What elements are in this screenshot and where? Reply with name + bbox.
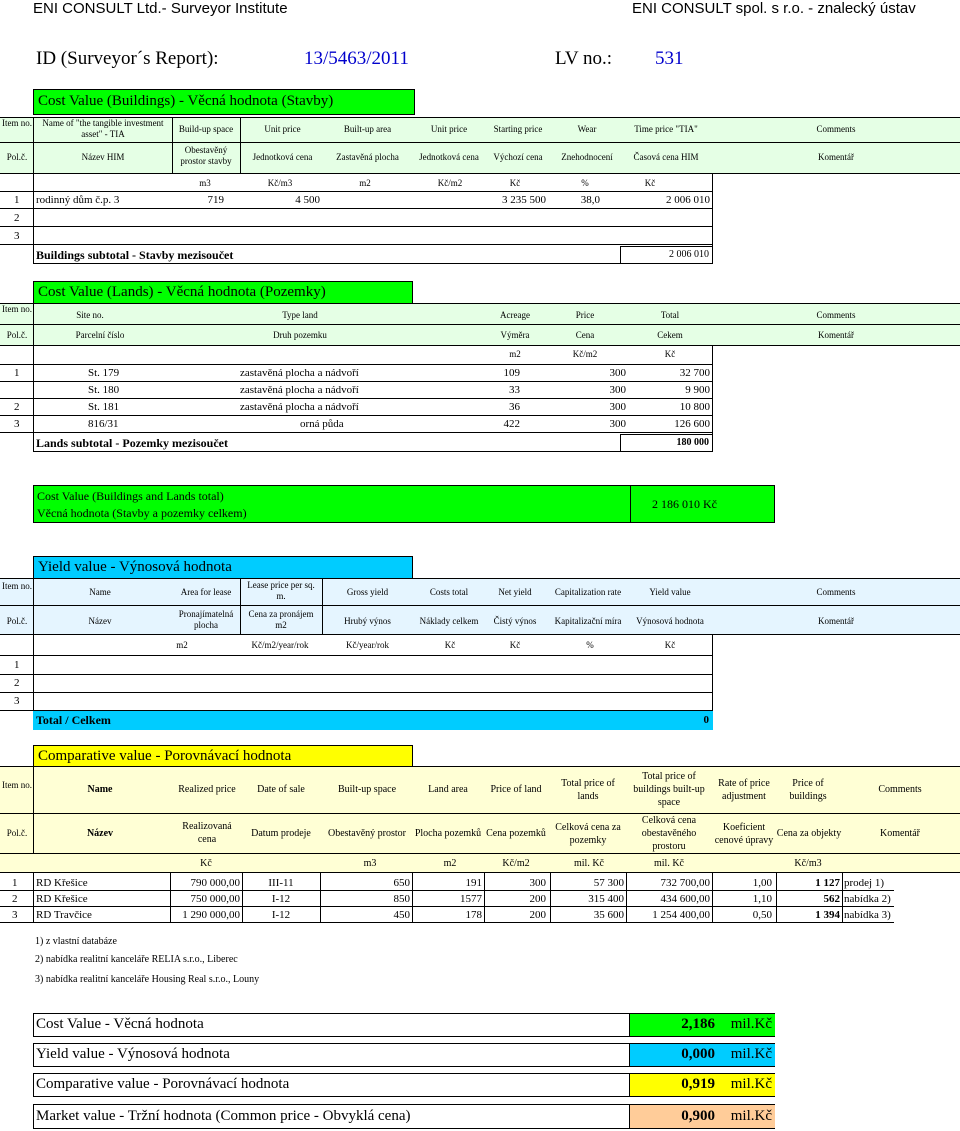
b-c-name: Název HIM <box>81 152 125 162</box>
b-c-unit2: Jednotková cena <box>419 152 479 162</box>
l-h-site: Site no. <box>76 310 104 320</box>
l-vline <box>33 345 34 452</box>
l-line <box>0 364 712 365</box>
c-r3-c: nabídka 3) <box>844 909 891 921</box>
l-row1-price: 300 <box>609 367 626 379</box>
c-c-pl: Cena pozemků <box>486 828 546 839</box>
summary-comp-label: Comparative value - Porovnávací hodnota <box>36 1076 290 1092</box>
id-label: ID (Surveyor´s Report): <box>36 48 219 69</box>
c-unit: Kč <box>200 858 212 869</box>
c-vline <box>776 872 777 922</box>
l-subtotal-label: Lands subtotal - Pozemky mezisoučet <box>36 436 228 450</box>
y-c-lease: Cena za pronájem m2 <box>248 609 314 630</box>
c-r3-no: 3 <box>12 909 18 921</box>
l-h-comments: Comments <box>816 310 856 320</box>
y-h-yield: Yield value <box>649 587 691 597</box>
l-h-acr: Acreage <box>500 310 530 320</box>
c-vline <box>626 872 627 922</box>
l-subtotal-box <box>620 434 713 452</box>
summary-row-market <box>33 1104 775 1129</box>
y-line <box>0 634 960 635</box>
c-r2-space: 850 <box>393 893 410 905</box>
l-c-site: Parcelní číslo <box>75 330 125 340</box>
c-line <box>0 872 960 873</box>
summary-yield-value: 0,000 <box>681 1046 715 1062</box>
l-row3-no: 2 <box>14 401 20 413</box>
l-row4-price: 300 <box>609 418 626 430</box>
c-r3-date: I-12 <box>271 909 291 921</box>
y-row-no: 1 <box>14 659 20 671</box>
c-r3-space: 450 <box>393 909 410 921</box>
y-unit: m2 <box>176 640 188 650</box>
b-line <box>0 173 960 174</box>
c-h-tb: Total price of buildings built-up space <box>633 771 705 808</box>
l-row2-type: zastavěná plocha a nádvoří <box>240 384 359 396</box>
header-right: ENI CONSULT spol. s r.o. - znalecký ústav <box>632 0 916 17</box>
l-line <box>0 398 712 399</box>
y-h-costs: Costs total <box>429 587 469 597</box>
y-c-gross: Hrubý výnos <box>344 616 391 626</box>
c-r3-tb: 1 254 400,00 <box>652 909 710 921</box>
l-row4-no: 3 <box>14 418 20 430</box>
l-c-total: Cekem <box>657 330 683 340</box>
comp-note-2: 2) nabídka realitní kanceláře RELIA s.r.o., Liberec <box>35 954 238 965</box>
b-unit: Kč <box>509 178 521 188</box>
l-row3-price: 300 <box>609 401 626 413</box>
l-c-price: Cena <box>575 330 595 340</box>
l-line <box>0 324 960 325</box>
c-c-name: Název <box>86 828 114 839</box>
b-row1-no: 1 <box>14 194 20 206</box>
b-unit: m3 <box>199 178 211 188</box>
c-unit: Kč/m3 <box>794 858 822 869</box>
l-unit: Kč <box>664 349 676 359</box>
y-c-yield: Výnosová hodnota <box>636 616 704 626</box>
y-h-net: Net yield <box>498 587 532 597</box>
total-line2: Věcná hodnota (Stavby a pozemky celkem) <box>37 506 247 520</box>
b-h-unit2: Unit price <box>430 124 468 134</box>
c-r2-tb: 434 600,00 <box>660 893 710 905</box>
b-row1-unit: 4 500 <box>295 194 320 206</box>
summary-market-unit: mil.Kč <box>730 1108 772 1124</box>
b-line <box>0 208 712 209</box>
y-total: 0 <box>703 714 709 726</box>
c-c-date: Datum prodeje <box>251 828 311 839</box>
y-unit: Kč <box>509 640 521 650</box>
total-value: 2 186 010 Kč <box>652 497 717 511</box>
c-r2-tl: 315 400 <box>588 893 624 905</box>
b-h-area: Built-up area <box>343 124 392 134</box>
c-vline <box>550 872 551 922</box>
b-line <box>0 142 960 143</box>
b-subtotal-box <box>620 246 713 264</box>
b-c-item: Pol.č. <box>6 152 28 162</box>
l-c-item: Pol.č. <box>6 330 28 340</box>
c-c-space: Obestavěný prostor <box>327 828 407 839</box>
b-unit: Kč <box>644 178 656 188</box>
summary-yield-unit: mil.Kč <box>730 1046 772 1062</box>
summary-market-cell <box>629 1105 775 1128</box>
summary-comp-cell <box>629 1074 775 1096</box>
c-h-price: Realized price <box>178 784 236 795</box>
l-unit: Kč/m2 <box>572 349 598 359</box>
b-vline <box>33 173 34 264</box>
l-row2-price: 300 <box>609 384 626 396</box>
l-row1-site: St. 179 <box>88 367 120 379</box>
c-line <box>0 853 960 854</box>
l-row1-acr: 109 <box>503 367 520 379</box>
b-line <box>0 191 712 192</box>
b-row2-no: 2 <box>14 212 20 224</box>
l-h-item: Item no. <box>2 304 32 314</box>
b-c-space: Obestavěný prostor stavby <box>180 145 232 166</box>
comp-title-box <box>33 745 413 767</box>
summary-cost-cell <box>629 1014 775 1036</box>
b-c-time: Časová cena HIM <box>633 152 699 162</box>
c-c-k: Koeficient cenové úpravy <box>714 822 774 846</box>
y-line <box>0 674 712 675</box>
c-r3-pl: 200 <box>529 909 546 921</box>
b-h-comments: Comments <box>816 124 856 134</box>
c-h-pb: Price of buildings <box>789 778 827 802</box>
c-vline <box>242 872 243 922</box>
c-r2-no: 2 <box>12 893 18 905</box>
l-line <box>0 303 960 304</box>
c-line <box>0 813 960 814</box>
b-row1-wear: 38,0 <box>580 194 600 206</box>
summary-row-cost <box>33 1013 775 1037</box>
c-r1-no: 1 <box>12 877 18 889</box>
c-c-price: Realizovaná cena <box>182 821 232 845</box>
c-h-item: Item no. <box>2 780 32 790</box>
c-line <box>0 922 894 923</box>
l-row4-type: orná půda <box>300 418 344 430</box>
y-c-cap: Kapitalizační míra <box>554 616 622 626</box>
y-c-comments: Komentář <box>818 616 854 626</box>
c-unit: Kč/m2 <box>502 858 530 869</box>
l-row1-no: 1 <box>14 367 20 379</box>
y-unit: Kč <box>664 640 676 650</box>
b-unit: Kč/m3 <box>267 178 293 188</box>
b-h-start: Starting price <box>493 124 543 134</box>
y-total-bar <box>33 711 713 730</box>
c-unit: m2 <box>443 858 457 869</box>
buildings-title-box <box>33 89 415 115</box>
c-r2-c: nabídka 2) <box>844 893 891 905</box>
b-row1-start: 3 235 500 <box>502 194 546 206</box>
b-c-area: Zastavěná plocha <box>336 152 399 162</box>
c-vline <box>412 872 413 922</box>
c-r2-k: 1,10 <box>752 893 772 905</box>
c-r1-pl: 300 <box>529 877 546 889</box>
b-h-name: Name of "the tangible investment asset" - TIA <box>42 118 164 139</box>
b-subtotal-label: Buildings subtotal - Stavby mezisoučet <box>36 248 234 262</box>
c-r2-name: RD Křešice <box>36 893 88 905</box>
c-r3-pb: 1 394 <box>815 909 840 921</box>
c-vline <box>33 872 34 922</box>
total-box <box>33 485 775 523</box>
c-c-item: Pol.č. <box>6 828 28 838</box>
b-subtotal: 2 006 010 <box>669 249 709 260</box>
l-h-type: Type land <box>282 310 318 320</box>
c-unit: mil. Kč <box>574 858 604 869</box>
y-c-area: Pronajímatelná plocha <box>178 609 234 630</box>
y-line <box>0 578 960 579</box>
c-unit: mil. Kč <box>654 858 684 869</box>
l-line <box>0 345 960 346</box>
y-c-net: Čistý výnos <box>493 616 537 626</box>
y-c-item: Pol.č. <box>6 616 28 626</box>
y-h-area: Area for lease <box>180 587 232 597</box>
summary-market-label: Market value - Tržní hodnota (Common price - Obvyklá cena) <box>36 1108 411 1124</box>
b-line <box>33 263 713 264</box>
y-unit: Kč <box>444 640 456 650</box>
l-row2-acr: 33 <box>509 384 520 396</box>
y-row-no: 3 <box>14 695 20 707</box>
y-c-costs: Náklady celkem <box>419 616 479 626</box>
c-r2-area: 1577 <box>460 893 482 905</box>
header-left: ENI CONSULT Ltd.- Surveyor Institute <box>33 0 288 17</box>
y-h-lease: Lease price per sq. m. <box>247 580 315 601</box>
yield-title: Yield value - Výnosová hodnota <box>38 559 232 575</box>
l-h-price: Price <box>575 310 595 320</box>
l-subtotal: 180 000 <box>676 437 709 448</box>
buildings-title: Cost Value (Buildings) - Věcná hodnota (Stavby) <box>38 93 334 109</box>
total-divider <box>630 486 631 522</box>
c-r1-tb: 732 700,00 <box>660 877 710 889</box>
c-line <box>0 906 894 907</box>
c-h-area: Land area <box>428 784 468 795</box>
comp-note-1: 1) z vlastní databáze <box>35 936 117 947</box>
l-unit: m2 <box>509 349 521 359</box>
summary-cost-value: 2,186 <box>681 1016 715 1032</box>
y-line <box>0 692 712 693</box>
l-row3-total: 10 800 <box>679 401 710 413</box>
c-c-area: Plocha pozemků <box>414 828 482 839</box>
lv-value: 531 <box>655 48 684 69</box>
y-line <box>0 655 712 656</box>
b-h-wear: Wear <box>577 124 597 134</box>
c-r3-k: 0,50 <box>752 909 772 921</box>
c-r1-date: III-11 <box>268 877 294 889</box>
summary-yield-cell <box>629 1044 775 1066</box>
summary-comp-unit: mil.Kč <box>730 1076 772 1092</box>
c-line <box>0 890 894 891</box>
c-r1-area: 191 <box>465 877 482 889</box>
y-vline <box>240 578 241 634</box>
c-r1-c: prodej 1) <box>844 877 885 889</box>
c-r2-pb: 562 <box>823 893 840 905</box>
y-h-gross: Gross yield <box>346 587 389 597</box>
y-vline <box>33 578 34 634</box>
c-h-space: Built-up space <box>337 784 397 795</box>
total-line1: Cost Value (Buildings and Lands total) <box>37 489 224 503</box>
c-r2-price: 750 000,00 <box>190 893 240 905</box>
b-unit: Kč/m2 <box>437 178 463 188</box>
summary-row-comp <box>33 1073 775 1097</box>
y-line <box>0 605 960 606</box>
l-row2-site: St. 180 <box>88 384 120 396</box>
comp-title: Comparative value - Porovnávací hodnota <box>38 748 292 764</box>
c-r3-tl: 35 600 <box>593 909 624 921</box>
l-row4-site: 816/31 <box>88 418 119 430</box>
l-row3-acr: 36 <box>509 401 520 413</box>
b-row1-space: 719 <box>207 194 224 206</box>
lands-title: Cost Value (Lands) - Věcná hodnota (Pozemky) <box>38 284 326 300</box>
comp-note-3: 3) nabídka realitní kanceláře Housing Real s.r.o., Louny <box>35 974 260 985</box>
l-line <box>33 451 713 452</box>
c-r1-price: 790 000,00 <box>190 877 240 889</box>
c-vline <box>842 872 843 922</box>
lands-title-box <box>33 281 413 304</box>
l-row4-acr: 422 <box>503 418 520 430</box>
b-h-time: Time price "TIA" <box>634 124 698 134</box>
c-vline <box>170 872 171 922</box>
c-r1-tl: 57 300 <box>593 877 624 889</box>
b-row3-no: 3 <box>14 230 20 242</box>
b-c-start: Výchozí cena <box>493 152 543 162</box>
c-vline <box>320 872 321 922</box>
b-row1-name: rodinný dům č.p. 3 <box>36 194 120 206</box>
y-unit: Kč/m2/year/rok <box>251 640 309 650</box>
b-h-unit: Unit price <box>264 124 301 134</box>
summary-cost-label: Cost Value - Věcná hodnota <box>36 1016 204 1032</box>
y-h-cap: Capitalization rate <box>554 587 622 597</box>
y-unit: % <box>586 640 594 650</box>
c-h-pl: Price of land <box>490 784 542 795</box>
l-row4-total: 126 600 <box>674 418 710 430</box>
l-c-type: Druh pozemku <box>273 330 327 340</box>
b-line <box>0 244 712 245</box>
c-r1-k: 1,00 <box>752 877 772 889</box>
id-value: 13/5463/2011 <box>304 48 409 69</box>
c-r3-area: 178 <box>465 909 482 921</box>
summary-yield-label: Yield value - Výnosová hodnota <box>36 1046 230 1062</box>
c-vline <box>33 766 34 853</box>
c-h-k: Rate of price adjustment <box>718 778 770 802</box>
b-h-space: Build-up space <box>178 124 234 134</box>
c-r3-price: 1 290 000,00 <box>182 909 240 921</box>
b-c-unit: Jednotková cena <box>252 152 313 162</box>
c-line <box>0 766 960 767</box>
c-unit: m3 <box>363 858 377 869</box>
y-c-name: Název <box>88 616 112 626</box>
b-c-wear: Znehodnocení <box>561 152 613 162</box>
l-row1-type: zastavěná plocha a nádvoří <box>240 367 359 379</box>
l-c-acr: Výměra <box>500 330 530 340</box>
l-line <box>0 415 712 416</box>
c-r2-date: I-12 <box>271 893 291 905</box>
c-c-comments: Komentář <box>880 828 920 839</box>
c-h-name: Name <box>87 784 113 795</box>
summary-comp-value: 0,919 <box>681 1076 715 1092</box>
c-r2-pl: 200 <box>529 893 546 905</box>
c-vline <box>712 872 713 922</box>
b-unit: m2 <box>359 178 371 188</box>
summary-cost-unit: mil.Kč <box>730 1016 772 1032</box>
c-h-tl: Total price of lands <box>561 778 615 802</box>
y-h-item: Item no. <box>2 581 32 591</box>
l-row2-total: 9 900 <box>685 384 710 396</box>
b-line <box>0 226 712 227</box>
y-h-comments: Comments <box>816 587 856 597</box>
y-unit: Kč/year/rok <box>346 640 389 650</box>
l-c-comments: Komentář <box>818 330 854 340</box>
lv-label: LV no.: <box>555 48 613 69</box>
b-c-comments: Komentář <box>818 152 854 162</box>
summary-market-value: 0,900 <box>681 1108 715 1124</box>
c-c-pb: Cena za objekty <box>776 828 842 839</box>
c-r1-pb: 1 127 <box>815 877 840 889</box>
c-h-date: Date of sale <box>257 784 305 795</box>
y-total-label: Total / Celkem <box>36 713 111 727</box>
y-row-no: 2 <box>14 677 20 689</box>
c-r1-space: 650 <box>393 877 410 889</box>
l-row3-site: St. 181 <box>88 401 120 413</box>
y-vline <box>322 578 323 634</box>
summary-row-yield <box>33 1043 775 1067</box>
y-h-name: Name <box>89 587 111 597</box>
l-vline <box>33 303 34 345</box>
b-unit: % <box>581 178 589 188</box>
l-line <box>0 381 712 382</box>
c-c-tl: Celková cena za pozemky <box>555 822 621 846</box>
c-r1-name: RD Křešice <box>36 877 88 889</box>
b-h-item: Item no. <box>2 118 32 128</box>
c-h-comments: Comments <box>878 784 922 795</box>
c-vline <box>484 872 485 922</box>
yield-title-box <box>33 556 413 579</box>
l-row3-type: zastavěná plocha a nádvoří <box>240 401 359 413</box>
l-line <box>0 432 712 433</box>
l-h-total: Total <box>660 310 680 320</box>
c-c-tb: Celková cena obestavěného prostoru <box>641 815 697 852</box>
b-row1-time: 2 006 010 <box>666 194 710 206</box>
l-row1-total: 32 700 <box>679 367 710 379</box>
c-r3-name: RD Travčice <box>36 909 92 921</box>
